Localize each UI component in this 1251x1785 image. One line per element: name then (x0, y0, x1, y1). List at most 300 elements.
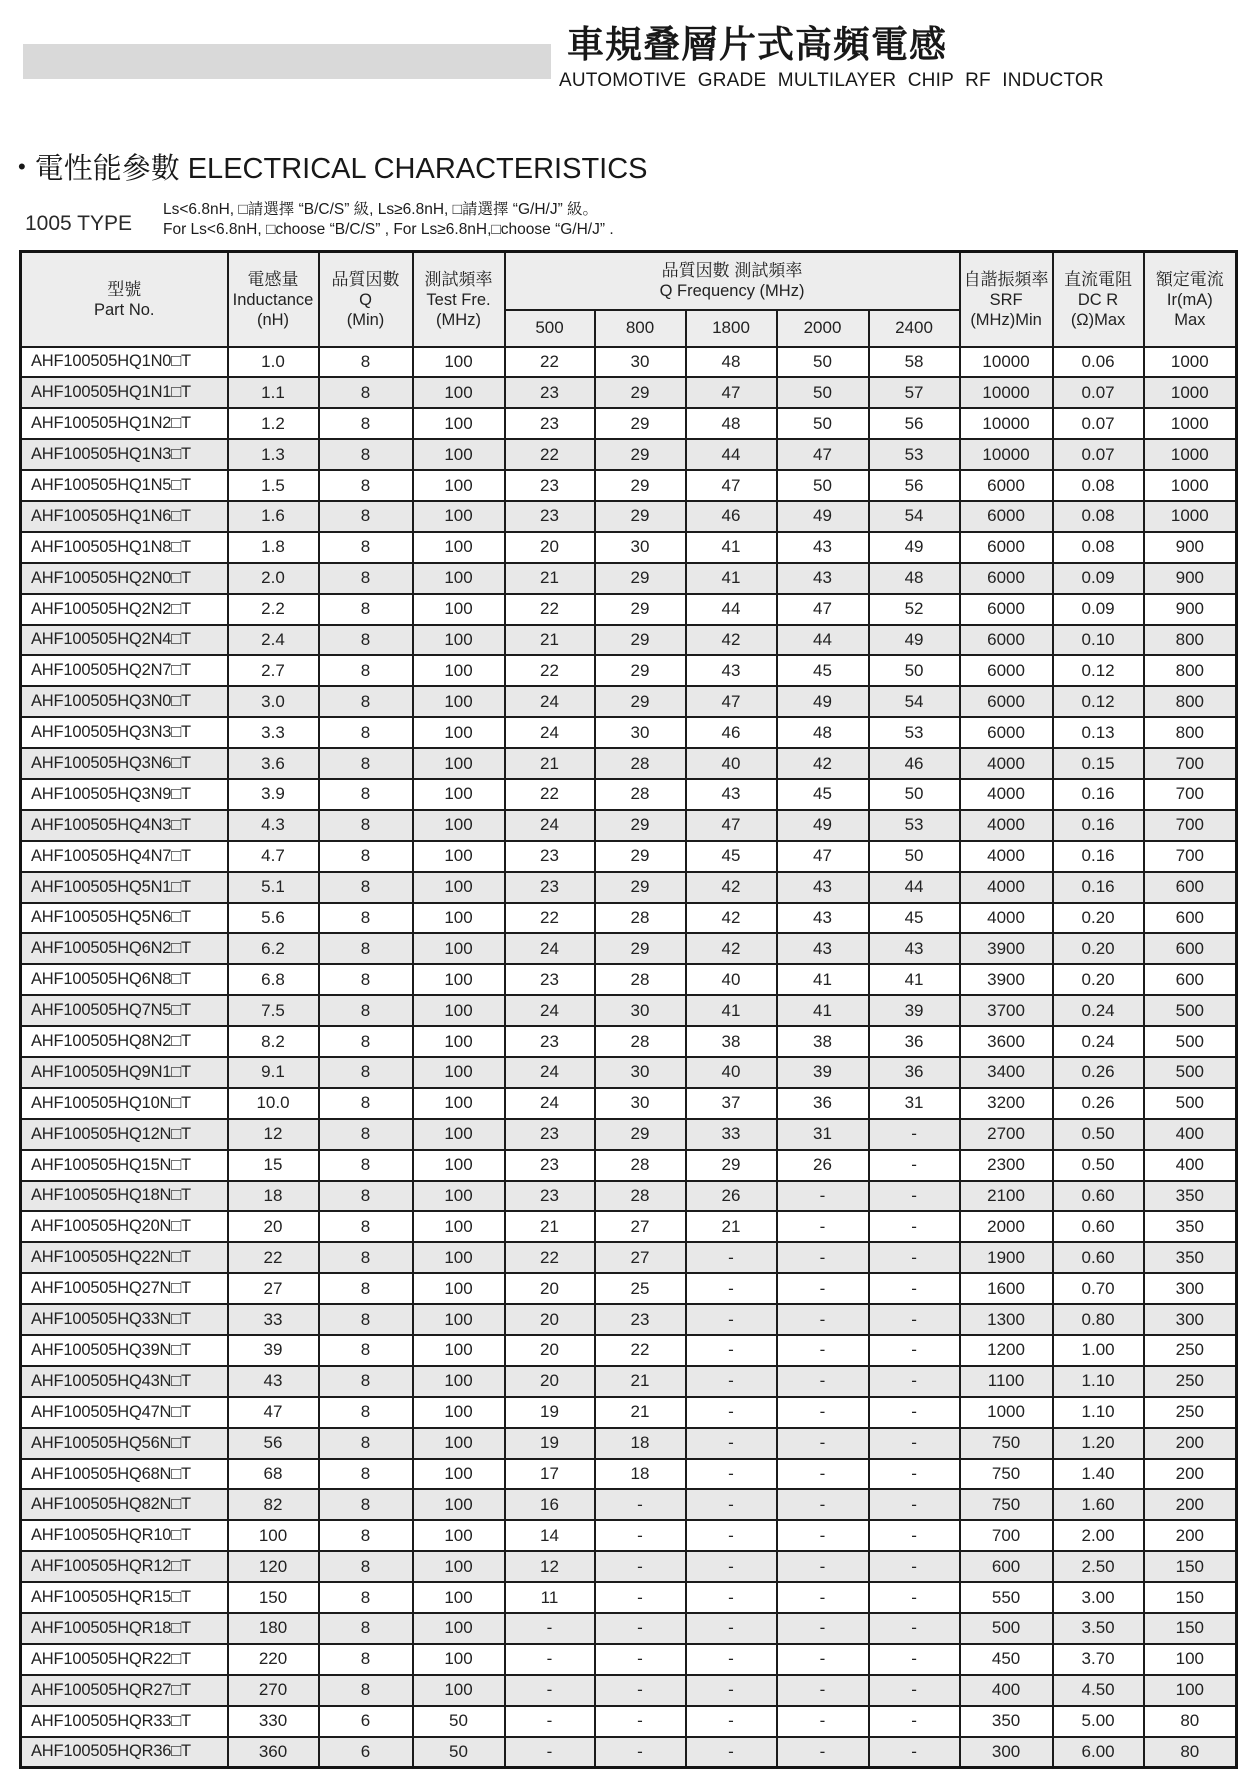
value-cell: 8 (319, 1026, 413, 1057)
table-row (21, 1335, 1237, 1366)
value-cell: 50 (869, 779, 960, 810)
value-cell: 42 (686, 625, 777, 656)
table-row (21, 933, 1237, 964)
value-cell: 600 (1144, 964, 1237, 995)
value-cell: - (777, 1737, 869, 1768)
value-cell: 0.16 (1053, 779, 1144, 810)
value-cell: 53 (869, 717, 960, 748)
value-cell: 18 (595, 1428, 686, 1459)
value-cell: - (595, 1582, 686, 1613)
table-row (21, 532, 1237, 563)
value-cell: - (686, 1273, 777, 1304)
value-cell: 18 (228, 1181, 319, 1212)
value-cell: 0.24 (1053, 1026, 1144, 1057)
value-cell: 56 (228, 1428, 319, 1459)
value-cell: - (686, 1335, 777, 1366)
value-cell: 4.7 (228, 841, 319, 872)
value-cell: 0.12 (1053, 655, 1144, 686)
value-cell: 47 (686, 686, 777, 717)
value-cell: 12 (228, 1119, 319, 1150)
table-row (21, 748, 1237, 779)
value-cell: 41 (686, 995, 777, 1026)
value-cell: 29 (595, 501, 686, 532)
value-cell: 8 (319, 501, 413, 532)
value-cell: 43 (686, 655, 777, 686)
value-cell: 100 (413, 779, 505, 810)
table-row (21, 1119, 1237, 1150)
part-no-cell: AHF100505HQ20N□T (21, 1211, 228, 1242)
value-cell: 100 (1144, 1675, 1237, 1706)
value-cell: - (777, 1428, 869, 1459)
value-cell: 54 (869, 686, 960, 717)
col-header-freq-1800: 1800 (686, 310, 777, 347)
value-cell: 1000 (1144, 408, 1237, 439)
value-cell: 100 (413, 1335, 505, 1366)
value-cell: 1.1 (228, 377, 319, 408)
value-cell: 41 (686, 563, 777, 594)
value-cell: 500 (1144, 1026, 1237, 1057)
value-cell: - (869, 1551, 960, 1582)
value-cell: - (869, 1675, 960, 1706)
value-cell: 29 (595, 1119, 686, 1150)
value-cell: 150 (228, 1582, 319, 1613)
value-cell: 100 (413, 933, 505, 964)
table-row (21, 903, 1237, 934)
value-cell: 250 (1144, 1335, 1237, 1366)
value-cell: - (595, 1737, 686, 1768)
value-cell: 42 (777, 748, 869, 779)
value-cell: 43 (777, 563, 869, 594)
table-row (21, 1644, 1237, 1675)
value-cell: 30 (595, 995, 686, 1026)
col-header-freq-2400: 2400 (869, 310, 960, 347)
value-cell: 53 (869, 439, 960, 470)
part-no-cell: AHF100505HQR33□T (21, 1706, 228, 1737)
value-cell: 45 (777, 655, 869, 686)
value-cell: 3900 (960, 933, 1053, 964)
value-cell: 12 (505, 1551, 595, 1582)
part-no-cell: AHF100505HQ56N□T (21, 1428, 228, 1459)
value-cell: 750 (960, 1459, 1053, 1490)
value-cell: 3.00 (1053, 1582, 1144, 1613)
value-cell: 50 (869, 655, 960, 686)
part-no-cell: AHF100505HQ1N5□T (21, 470, 228, 501)
value-cell: - (686, 1459, 777, 1490)
value-cell: 28 (595, 964, 686, 995)
value-cell: 1.20 (1053, 1428, 1144, 1459)
value-cell: 8 (319, 717, 413, 748)
value-cell: 3400 (960, 1057, 1053, 1088)
value-cell: 0.20 (1053, 964, 1144, 995)
value-cell: 8 (319, 903, 413, 934)
value-cell: - (686, 1551, 777, 1582)
table-row (21, 1181, 1237, 1212)
value-cell: 42 (686, 872, 777, 903)
part-no-cell: AHF100505HQR36□T (21, 1737, 228, 1768)
value-cell: 450 (960, 1644, 1053, 1675)
value-cell: 0.07 (1053, 408, 1144, 439)
value-cell: - (505, 1613, 595, 1644)
value-cell: 8 (319, 1366, 413, 1397)
value-cell: 40 (686, 748, 777, 779)
value-cell: - (686, 1428, 777, 1459)
table-row (21, 1397, 1237, 1428)
value-cell: 8 (319, 964, 413, 995)
section-heading-chinese: 電性能參數 (34, 153, 180, 185)
value-cell: 550 (960, 1582, 1053, 1613)
value-cell: 19 (505, 1397, 595, 1428)
value-cell: 200 (1144, 1520, 1237, 1551)
value-cell: - (777, 1304, 869, 1335)
value-cell: - (777, 1675, 869, 1706)
page-title-english: AUTOMOTIVE GRADE MULTILAYER CHIP RF INDUCTOR (559, 70, 1104, 91)
part-no-cell: AHF100505HQ1N3□T (21, 439, 228, 470)
value-cell: 8 (319, 594, 413, 625)
value-cell: - (686, 1613, 777, 1644)
value-cell: 7.5 (228, 995, 319, 1026)
value-cell: 49 (777, 501, 869, 532)
value-cell: 21 (505, 625, 595, 656)
table-row (21, 470, 1237, 501)
part-no-cell: AHF100505HQ1N0□T (21, 347, 228, 378)
value-cell: 100 (413, 1459, 505, 1490)
part-no-cell: AHF100505HQ5N6□T (21, 903, 228, 934)
value-cell: 2700 (960, 1119, 1053, 1150)
value-cell: 100 (413, 1551, 505, 1582)
part-no-cell: AHF100505HQ68N□T (21, 1459, 228, 1490)
value-cell: 400 (1144, 1150, 1237, 1181)
value-cell: 8 (319, 810, 413, 841)
value-cell: - (686, 1366, 777, 1397)
value-cell: - (595, 1551, 686, 1582)
value-cell: 26 (686, 1181, 777, 1212)
part-no-cell: AHF100505HQ22N□T (21, 1242, 228, 1273)
table-body (21, 347, 1237, 1768)
part-no-cell: AHF100505HQ3N9□T (21, 779, 228, 810)
part-no-cell: AHF100505HQ2N4□T (21, 625, 228, 656)
value-cell: 1000 (1144, 439, 1237, 470)
value-cell: 20 (228, 1211, 319, 1242)
value-cell: - (505, 1644, 595, 1675)
value-cell: 47 (777, 594, 869, 625)
value-cell: 42 (686, 903, 777, 934)
value-cell: - (869, 1582, 960, 1613)
value-cell: 25 (595, 1273, 686, 1304)
part-no-cell: AHF100505HQ47N□T (21, 1397, 228, 1428)
part-no-cell: AHF100505HQ39N□T (21, 1335, 228, 1366)
value-cell: 0.16 (1053, 872, 1144, 903)
value-cell: 2.7 (228, 655, 319, 686)
value-cell: 48 (777, 717, 869, 748)
value-cell: 6000 (960, 563, 1053, 594)
table-row (21, 1706, 1237, 1737)
value-cell: 360 (228, 1737, 319, 1768)
value-cell: 24 (505, 810, 595, 841)
value-cell: 6000 (960, 594, 1053, 625)
value-cell: 3600 (960, 1026, 1053, 1057)
value-cell: 23 (505, 408, 595, 439)
value-cell: - (777, 1582, 869, 1613)
value-cell: - (869, 1397, 960, 1428)
part-no-cell: AHF100505HQ2N0□T (21, 563, 228, 594)
value-cell: 41 (777, 995, 869, 1026)
value-cell: 16 (505, 1489, 595, 1520)
col-header-test-frequency: 測試頻率 Test Fre. (MHz) (413, 252, 505, 347)
value-cell: 4000 (960, 872, 1053, 903)
value-cell: 3700 (960, 995, 1053, 1026)
value-cell: 57 (869, 377, 960, 408)
value-cell: 1100 (960, 1366, 1053, 1397)
value-cell: 8 (319, 532, 413, 563)
value-cell: - (869, 1459, 960, 1490)
value-cell: 100 (413, 1428, 505, 1459)
value-cell: 52 (869, 594, 960, 625)
table-row (21, 408, 1237, 439)
value-cell: 8 (319, 1335, 413, 1366)
value-cell: 750 (960, 1428, 1053, 1459)
value-cell: 82 (228, 1489, 319, 1520)
value-cell: - (777, 1181, 869, 1212)
value-cell: 100 (413, 439, 505, 470)
table-row (21, 717, 1237, 748)
value-cell: 8 (319, 1273, 413, 1304)
table-row (21, 1551, 1237, 1582)
value-cell: 600 (1144, 903, 1237, 934)
value-cell: 100 (413, 655, 505, 686)
value-cell: 1.2 (228, 408, 319, 439)
part-no-cell: AHF100505HQR10□T (21, 1520, 228, 1551)
value-cell: 6000 (960, 717, 1053, 748)
value-cell: 0.60 (1053, 1242, 1144, 1273)
value-cell: 50 (777, 347, 869, 378)
note-line-2: For Ls<6.8nH, □choose “B/C/S” , For Ls≥6.8nH,□choose “G/H/J” . (163, 220, 614, 238)
value-cell: - (869, 1119, 960, 1150)
value-cell: 100 (413, 717, 505, 748)
value-cell: - (777, 1397, 869, 1428)
value-cell: 24 (505, 717, 595, 748)
table-row (21, 1088, 1237, 1119)
value-cell: 150 (1144, 1582, 1237, 1613)
value-cell: 100 (413, 594, 505, 625)
value-cell: 8 (319, 1211, 413, 1242)
value-cell: 30 (595, 347, 686, 378)
value-cell: 5.1 (228, 872, 319, 903)
table-row (21, 1489, 1237, 1520)
value-cell: 6.2 (228, 933, 319, 964)
value-cell: - (777, 1706, 869, 1737)
value-cell: 0.12 (1053, 686, 1144, 717)
value-cell: 20 (505, 532, 595, 563)
value-cell: 8 (319, 1119, 413, 1150)
value-cell: 15 (228, 1150, 319, 1181)
value-cell: - (686, 1644, 777, 1675)
value-cell: 0.08 (1053, 470, 1144, 501)
value-cell: 800 (1144, 686, 1237, 717)
value-cell: 250 (1144, 1397, 1237, 1428)
value-cell: 600 (1144, 933, 1237, 964)
value-cell: 23 (505, 377, 595, 408)
value-cell: 20 (505, 1273, 595, 1304)
value-cell: 4000 (960, 810, 1053, 841)
value-cell: 8 (319, 686, 413, 717)
col-header-part-no: 型號 Part No. (21, 252, 228, 347)
value-cell: 10000 (960, 347, 1053, 378)
value-cell: 27 (228, 1273, 319, 1304)
table-row (21, 501, 1237, 532)
value-cell: 1000 (1144, 470, 1237, 501)
table-row (21, 872, 1237, 903)
value-cell: 0.09 (1053, 563, 1144, 594)
value-cell: 49 (777, 810, 869, 841)
value-cell: 8 (319, 1459, 413, 1490)
value-cell: 2.50 (1053, 1551, 1144, 1582)
value-cell: 120 (228, 1551, 319, 1582)
value-cell: - (869, 1181, 960, 1212)
value-cell: 400 (960, 1675, 1053, 1706)
value-cell: 100 (413, 1273, 505, 1304)
value-cell: 3.50 (1053, 1613, 1144, 1644)
value-cell: 1.5 (228, 470, 319, 501)
value-cell: 40 (686, 964, 777, 995)
value-cell: 45 (777, 779, 869, 810)
section-heading-english: ELECTRICAL CHARACTERISTICS (187, 153, 648, 185)
value-cell: 24 (505, 686, 595, 717)
value-cell: 1.6 (228, 501, 319, 532)
value-cell: 48 (869, 563, 960, 594)
part-no-cell: AHF100505HQ1N6□T (21, 501, 228, 532)
value-cell: 2300 (960, 1150, 1053, 1181)
value-cell: 50 (869, 841, 960, 872)
value-cell: 100 (413, 625, 505, 656)
value-cell: 6000 (960, 655, 1053, 686)
value-cell: 28 (595, 1026, 686, 1057)
table-row (21, 1273, 1237, 1304)
value-cell: 29 (595, 841, 686, 872)
part-no-cell: AHF100505HQR18□T (21, 1613, 228, 1644)
value-cell: 100 (413, 841, 505, 872)
value-cell: 29 (595, 655, 686, 686)
value-cell: 750 (960, 1489, 1053, 1520)
value-cell: 300 (1144, 1304, 1237, 1335)
value-cell: 800 (1144, 625, 1237, 656)
value-cell: 1.10 (1053, 1366, 1144, 1397)
value-cell: 50 (413, 1706, 505, 1737)
part-no-cell: AHF100505HQ2N7□T (21, 655, 228, 686)
value-cell: - (869, 1273, 960, 1304)
value-cell: 54 (869, 501, 960, 532)
col-header-rated-current: 額定電流 Ir(mA) Max (1144, 252, 1237, 347)
table-row (21, 347, 1237, 378)
value-cell: 44 (686, 594, 777, 625)
value-cell: 0.50 (1053, 1119, 1144, 1150)
value-cell: 8 (319, 625, 413, 656)
value-cell: 100 (413, 1088, 505, 1119)
value-cell: 4.3 (228, 810, 319, 841)
value-cell: 8 (319, 995, 413, 1026)
value-cell: 41 (686, 532, 777, 563)
value-cell: 5.6 (228, 903, 319, 934)
value-cell: 22 (595, 1335, 686, 1366)
table-row (21, 1242, 1237, 1273)
table-row (21, 1582, 1237, 1613)
value-cell: 43 (869, 933, 960, 964)
value-cell: 29 (595, 470, 686, 501)
value-cell: 41 (869, 964, 960, 995)
value-cell: 20 (505, 1335, 595, 1366)
value-cell: 29 (595, 439, 686, 470)
part-no-cell: AHF100505HQR22□T (21, 1644, 228, 1675)
value-cell: 100 (413, 347, 505, 378)
value-cell: - (869, 1644, 960, 1675)
value-cell: 1.60 (1053, 1489, 1144, 1520)
value-cell: 500 (1144, 1088, 1237, 1119)
electrical-characteristics-table (19, 250, 1238, 1769)
value-cell: 6000 (960, 501, 1053, 532)
value-cell: 3.3 (228, 717, 319, 748)
table-row (21, 995, 1237, 1026)
value-cell: 500 (1144, 1057, 1237, 1088)
value-cell: 44 (869, 872, 960, 903)
col-header-q-frequency-group: 品質因數 測試頻率 Q Frequency (MHz) (505, 252, 960, 310)
value-cell: 100 (413, 1489, 505, 1520)
value-cell: 43 (777, 903, 869, 934)
value-cell: - (777, 1551, 869, 1582)
value-cell: - (869, 1613, 960, 1644)
table-row (21, 1304, 1237, 1335)
value-cell: 4000 (960, 903, 1053, 934)
value-cell: 6000 (960, 686, 1053, 717)
value-cell: - (777, 1489, 869, 1520)
value-cell: 2000 (960, 1211, 1053, 1242)
value-cell: 100 (413, 501, 505, 532)
value-cell: - (777, 1613, 869, 1644)
value-cell: 100 (413, 1644, 505, 1675)
value-cell: 43 (777, 933, 869, 964)
value-cell: - (595, 1644, 686, 1675)
value-cell: 6000 (960, 470, 1053, 501)
value-cell: 21 (686, 1211, 777, 1242)
value-cell: 29 (595, 686, 686, 717)
value-cell: 600 (960, 1551, 1053, 1582)
value-cell: 8 (319, 655, 413, 686)
value-cell: 50 (777, 377, 869, 408)
value-cell: 500 (1144, 995, 1237, 1026)
value-cell: 3.70 (1053, 1644, 1144, 1675)
value-cell: 20 (505, 1304, 595, 1335)
value-cell: - (777, 1459, 869, 1490)
value-cell: 1.00 (1053, 1335, 1144, 1366)
value-cell: 100 (413, 1397, 505, 1428)
value-cell: 100 (413, 1057, 505, 1088)
value-cell: - (505, 1706, 595, 1737)
value-cell: 0.10 (1053, 625, 1144, 656)
value-cell: - (777, 1335, 869, 1366)
value-cell: 27 (595, 1211, 686, 1242)
table-row (21, 625, 1237, 656)
value-cell: - (505, 1737, 595, 1768)
col-header-q-min: 品質因數 Q (Min) (319, 252, 413, 347)
section-heading (18, 146, 648, 187)
value-cell: 100 (413, 408, 505, 439)
value-cell: 46 (686, 501, 777, 532)
value-cell: 1000 (1144, 347, 1237, 378)
table-row (21, 377, 1237, 408)
value-cell: - (869, 1489, 960, 1520)
value-cell: 24 (505, 995, 595, 1026)
value-cell: 8 (319, 1520, 413, 1551)
value-cell: 8 (319, 563, 413, 594)
value-cell: 900 (1144, 594, 1237, 625)
